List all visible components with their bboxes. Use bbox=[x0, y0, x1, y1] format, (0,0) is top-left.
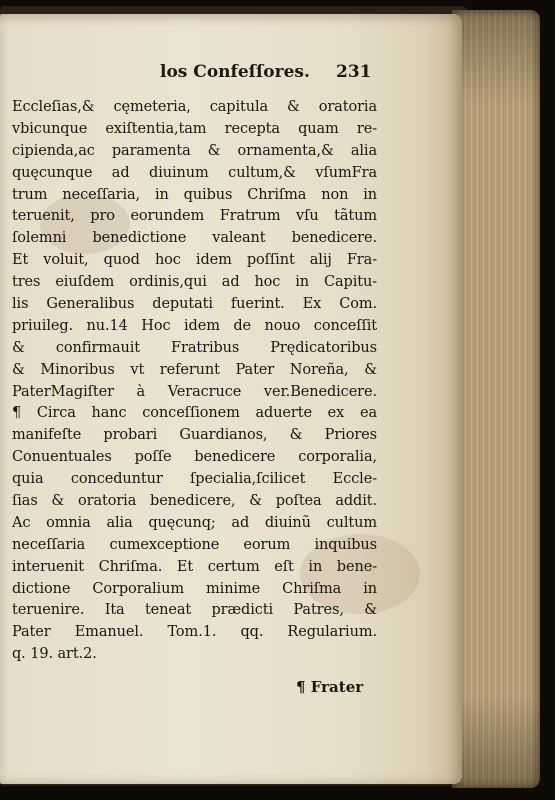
catchword: ¶ Frater bbox=[296, 678, 364, 696]
text-line: dictione Corporalium minime Chriſma in bbox=[12, 580, 377, 597]
text-line: Eccleſias,& cęmeteria, capitula & oratoria bbox=[12, 99, 377, 115]
text-line: lis Generalibus deputati fuerint. Ex Com. bbox=[12, 296, 377, 313]
text-line: quia conceduntur ſpecialia,ſcilicet Eccle- bbox=[12, 471, 377, 488]
text-line: teruenit, pro eorundem Fratrum vſu tãtum bbox=[12, 208, 377, 225]
page-number: 231 bbox=[336, 62, 372, 82]
text-line: neceſſaria cumexceptione eorum inquibus bbox=[12, 536, 377, 553]
text-line: cipienda,ac paramenta & ornamenta,& alia bbox=[12, 142, 377, 159]
text-line: Pater Emanuel. Tom.1. qq. Regularium. bbox=[12, 624, 377, 641]
text-line: teruenire. Ita teneat prædicti Patres, & bbox=[12, 602, 377, 619]
text-line: PaterMagiſter à Veracruce ver.Benedicere. bbox=[12, 383, 377, 400]
text-line: q. 19. art.2. bbox=[12, 646, 97, 663]
page-edges bbox=[452, 10, 540, 788]
text-line: priuileg. nu.14 Hoc idem de nouo conceſſit bbox=[12, 317, 377, 334]
text-line: trum neceſſaria, in quibus Chriſma non in bbox=[12, 186, 377, 203]
text-line: ſolemni benedictione valeant benedicere. bbox=[12, 230, 377, 247]
text-line: quęcunque ad diuinum cultum,& vſumFra bbox=[12, 164, 377, 181]
text-line: & confirmauit Fratribus Prędicatoribus bbox=[12, 339, 377, 356]
text-line: tres eiuſdem ordinis,qui ad hoc in Capitu- bbox=[12, 274, 377, 291]
text-line: Ac omnia alia quęcunq; ad diuinũ cultum bbox=[12, 514, 377, 531]
text-line: Conuentuales poſſe benedicere corporalia, bbox=[12, 449, 377, 466]
text-line: manifeſte probari Guardianos, & Priores bbox=[12, 427, 377, 444]
running-title: los Confeſſores. bbox=[160, 62, 310, 82]
text-line: ſias & oratoria benedicere, & poſtea addit. bbox=[12, 493, 377, 510]
text-line: vbicunque exiſtentia,tam recepta quam re- bbox=[12, 120, 377, 137]
text-line: interuenit Chriſma. Et certum eſt in bene- bbox=[12, 558, 377, 575]
text-line: Et voluit, quod hoc idem poſſint alij Fra- bbox=[12, 252, 377, 269]
text-line: & Minoribus vt referunt Pater Noreña, & bbox=[12, 361, 377, 378]
text-line: ¶ Circa hanc conceſſionem aduerte ex ea bbox=[12, 405, 377, 422]
body-text bbox=[12, 97, 377, 666]
running-head bbox=[0, 62, 430, 86]
